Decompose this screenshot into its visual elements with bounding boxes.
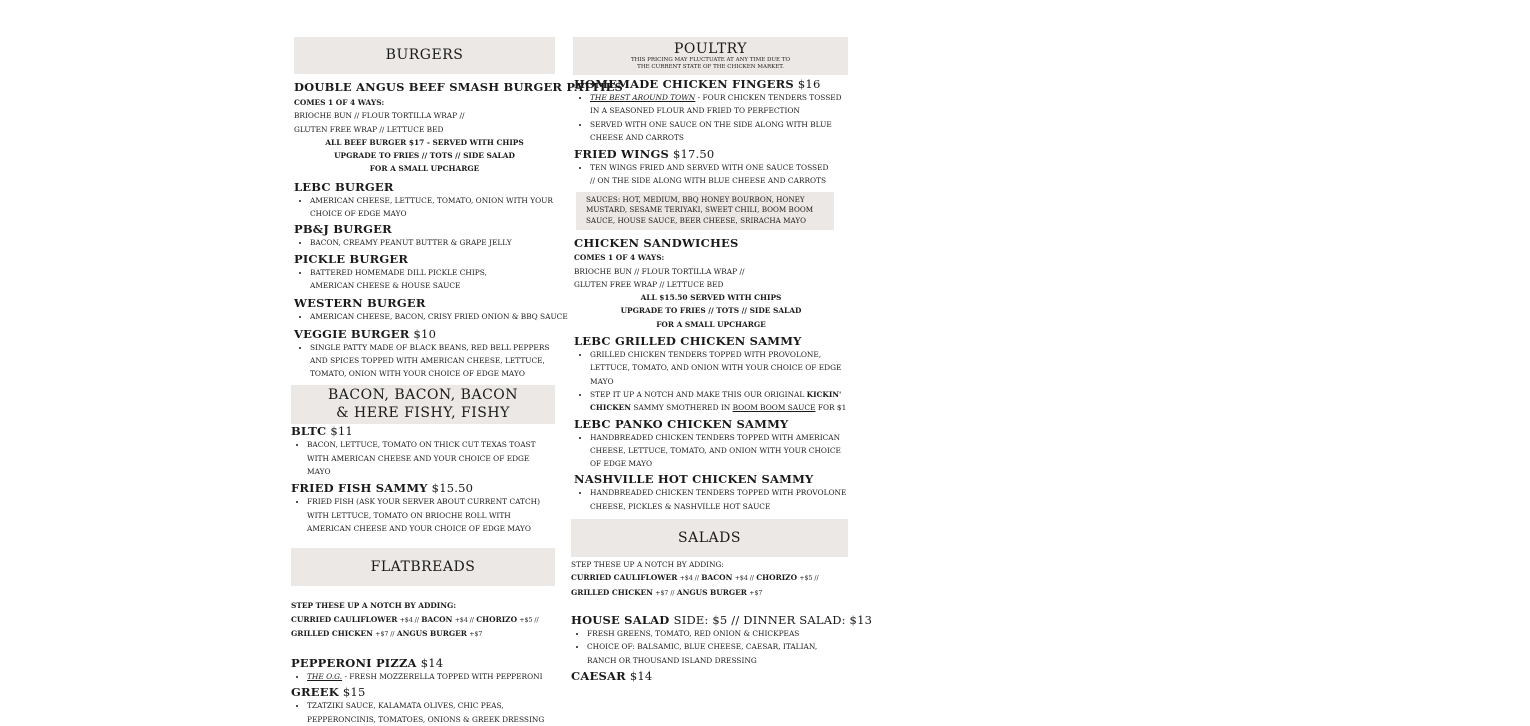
menu-item-price: $11 [330, 424, 353, 439]
chicken-price-note: ALL $15.50 SERVED WITH CHIPS [640, 293, 782, 303]
menu-item-name: CAESAR $14 [571, 668, 653, 683]
chicken-ways-line-1: BRIOCHE BUN // FLOUR TORTILLA WRAP // [574, 266, 745, 276]
section-header-burgers: BURGERS [294, 37, 555, 74]
section-header-salads: SALADS [571, 519, 848, 557]
flatbread-addons-1: CURRIED CAULIFLOWER +$4 // BACON +$4 // CHORIZO +$5 // [291, 614, 539, 624]
menu-item-desc: • AMERICAN CHEESE, LETTUCE, TOMATO, ONION WITH YOUR CHOICE OF EDGE MAYO [310, 194, 555, 221]
menu-item-name: LEBC PANKO CHICKEN SAMMY [574, 416, 789, 431]
menu-item-name: GREEK $15 [291, 685, 366, 700]
burger-price-note: ALL BEEF BURGER $17 - SERVED WITH CHIPS [325, 137, 524, 147]
menu-item-desc: • TZATZIKI SAUCE, KALAMATA OLIVES, CHIC PEAS, PEPPERONCINIS, TOMATOES, ONIONS & GREEK DRESSING [307, 699, 555, 726]
bacon-title-line-1: BACON, BACON, BACON [327, 387, 519, 404]
poultry-note-2: THE CURRENT STATE OF THE CHICKEN MARKET. [637, 64, 784, 70]
menu-item-price: $17.50 [672, 147, 715, 162]
smash-burger-title: DOUBLE ANGUS BEEF SMASH BURGER PATTIES [294, 80, 624, 94]
menu-item-price: $10 [413, 326, 437, 341]
poultry-title: POULTRY [673, 41, 748, 57]
menu-item-name: LEBC BURGER [294, 179, 394, 194]
menu-item-desc: • THE O.G. - FRESH MOZZERELLA TOPPED WITH PEPPERONI [307, 670, 555, 683]
chicken-sandwiches-title: CHICKEN SANDWICHES [574, 236, 739, 251]
salad-step-up: STEP THESE UP A NOTCH BY ADDING: [571, 560, 724, 570]
menu-item-desc: • SINGLE PATTY MADE OF BLACK BEANS, RED BELL PEPPERS AND SPICES TOPPED WITH AMERICAN CHEESE, LETTUCE, TOMATO, ONION WITH YOUR CHOICE OF EDGE MAYO [310, 341, 555, 381]
menu-item-desc: • GRILLED CHICKEN TENDERS TOPPED WITH PROVOLONE, LETTUCE, TOMATO, AND ONION WITH YOUR CHOICE OF EDGE MAYO [590, 348, 848, 388]
menu-item-desc: • THE BEST AROUND TOWN - FOUR CHICKEN TENDERS TOSSED IN A SEASONED FLOUR AND FRIED TO PERFECTION [590, 91, 848, 118]
chicken-comes-ways: COMES 1 OF 4 WAYS: [574, 253, 665, 263]
sauces-box: SAUCES: HOT, MEDIUM, BBQ HONEY BOURBON, HONEY MUSTARD, SESAME TERIYAKI, SWEET CHILI, BOOM BOOM SAUCE, HOUSE SAUCE, BEER CHEESE, SRIRACHA MAYO [576, 192, 834, 231]
menu-item-name: HOUSE SALAD SIDE: $5 // DINNER SALAD: $13 [571, 612, 873, 627]
menu-item-desc: • HANDBREADED CHICKEN TENDERS TOPPED WITH PROVOLONE CHEESE, PICKLES & NASHVILLE HOT SAUCE [590, 486, 848, 513]
salad-addons-2: GRILLED CHICKEN +$7 // ANGUS BURGER +$7 [571, 587, 763, 597]
menu-item-desc: • TEN WINGS FRIED AND SERVED WITH ONE SAUCE TOSSED // ON THE SIDE ALONG WITH BLUE CHEESE AND CARROTS [590, 161, 848, 188]
menu-item-name: WESTERN BURGER [294, 296, 426, 311]
chicken-upcharge-note: FOR A SMALL UPCHARGE [656, 319, 766, 329]
menu-item-name: HOMEMADE CHICKEN FINGERS $16 [574, 77, 821, 91]
section-header-bacon [291, 385, 555, 424]
menu-item-price: SIDE: $5 // DINNER SALAD: $13 [673, 612, 873, 627]
menu-item-name: FRIED WINGS $17.50 [574, 147, 715, 162]
menu-item-price: $16 [797, 77, 821, 91]
menu-item-name: PICKLE BURGER [294, 251, 409, 266]
menu-item-price: $15.50 [431, 481, 474, 496]
menu-item-desc: • AMERICAN CHEESE, BACON, CRISY FRIED ONION & BBQ SAUCE [310, 310, 555, 323]
salad-addons-1: CURRIED CAULIFLOWER +$4 // BACON +$4 // CHORIZO +$5 // [571, 573, 819, 583]
section-header-poultry [573, 37, 848, 75]
menu-item-desc: • BACON, CREAMY PEANUT BUTTER & GRAPE JELLY [310, 236, 555, 249]
menu-item-name: PB&J BURGER [294, 222, 392, 237]
burger-upcharge-note: FOR A SMALL UPCHARGE [369, 164, 480, 174]
burgers-section [291, 80, 624, 380]
menu-item-price: $14 [420, 656, 444, 671]
menu-item-price: $15 [342, 685, 366, 700]
flatbread-addons-2: GRILLED CHICKEN +$7 // ANGUS BURGER +$7 [291, 628, 483, 638]
menu-item-desc: • HANDBREADED CHICKEN TENDERS TOPPED WITH AMERICAN CHEESE, LETTUCE, TOMATO, AND ONION WITH YOUR CHOICE OF EDGE MAYO [590, 431, 848, 471]
burger-comes-ways: COMES 1 OF 4 WAYS: [294, 98, 385, 107]
menu-item-desc: • SERVED WITH ONE SAUCE ON THE SIDE ALONG WITH BLUE CHEESE AND CARROTS [590, 118, 848, 145]
poultry-note-1: THIS PRICING MAY FLUCTUATE AT ANY TIME DUE TO [631, 57, 790, 63]
menu-item-name: LEBC GRILLED CHICKEN SAMMY [574, 334, 802, 349]
menu-item-name: NASHVILLE HOT CHICKEN SAMMY [574, 472, 814, 487]
menu-item-desc: • CHOICE OF: BALSAMIC, BLUE CHEESE, CAESAR, ITALIAN, RANCH OR THOUSAND ISLAND DRESSING [587, 640, 848, 667]
menu-item-desc: • BATTERED HOMEMADE DILL PICKLE CHIPS, AMERICAN CHEESE & HOUSE SAUCE [310, 266, 490, 293]
chicken-ways-line-2: GLUTEN FREE WRAP // LETTUCE BED [574, 279, 724, 289]
bacon-section [291, 424, 555, 535]
salads-section [571, 558, 873, 683]
menu-item-name: BLTC $11 [291, 424, 353, 439]
burger-upgrade-note: UPGRADE TO FRIES // TOTS // SIDE SALAD [334, 151, 515, 161]
menu-item-price: $14 [629, 668, 653, 683]
flatbreads-section [291, 599, 555, 726]
menu-item-name: FRIED FISH SAMMY $15.50 [291, 481, 474, 496]
flatbread-step-up: STEP THESE UP A NOTCH BY ADDING: [291, 601, 457, 611]
section-header-flatbreads: FLATBREADS [291, 548, 555, 586]
menu-item-desc: • BACON, LETTUCE, TOMATO ON THICK CUT TEXAS TOAST WITH AMERICAN CHEESE AND YOUR CHOICE OF EDGE MAYO [307, 438, 555, 478]
menu-item-desc: • FRIED FISH (ASK YOUR SERVER ABOUT CURRENT CATCH) WITH LETTUCE, TOMATO ON BRIOCHE ROLL WITH AMERICAN CHEESE AND YOUR CHOICE OF EDGE MAYO [307, 495, 555, 535]
menu-column-right [571, 37, 873, 683]
menu-item-name: PEPPERONI PIZZA $14 [291, 656, 444, 671]
menu-item-desc: • FRESH GREENS, TOMATO, RED ONION & CHICKPEAS [587, 627, 848, 640]
menu-item-desc: • STEP IT UP A NOTCH AND MAKE THIS OUR ORIGINAL KICKIN' CHICKEN SAMMY SMOTHERED IN BOOM BOOM SAUCE FOR $1 [590, 388, 848, 415]
menu-item-name: VEGGIE BURGER $10 [294, 326, 437, 341]
burger-ways-line-2: GLUTEN FREE WRAP // LETTUCE BED [294, 124, 444, 134]
burger-ways-line-1: BRIOCHE BUN // FLOUR TORTILLA WRAP // [294, 111, 465, 121]
poultry-section [571, 77, 848, 513]
chicken-upgrade-note: UPGRADE TO FRIES // TOTS // SIDE SALAD [620, 306, 802, 316]
bacon-title-line-2: & HERE FISHY, FISHY [336, 405, 510, 422]
